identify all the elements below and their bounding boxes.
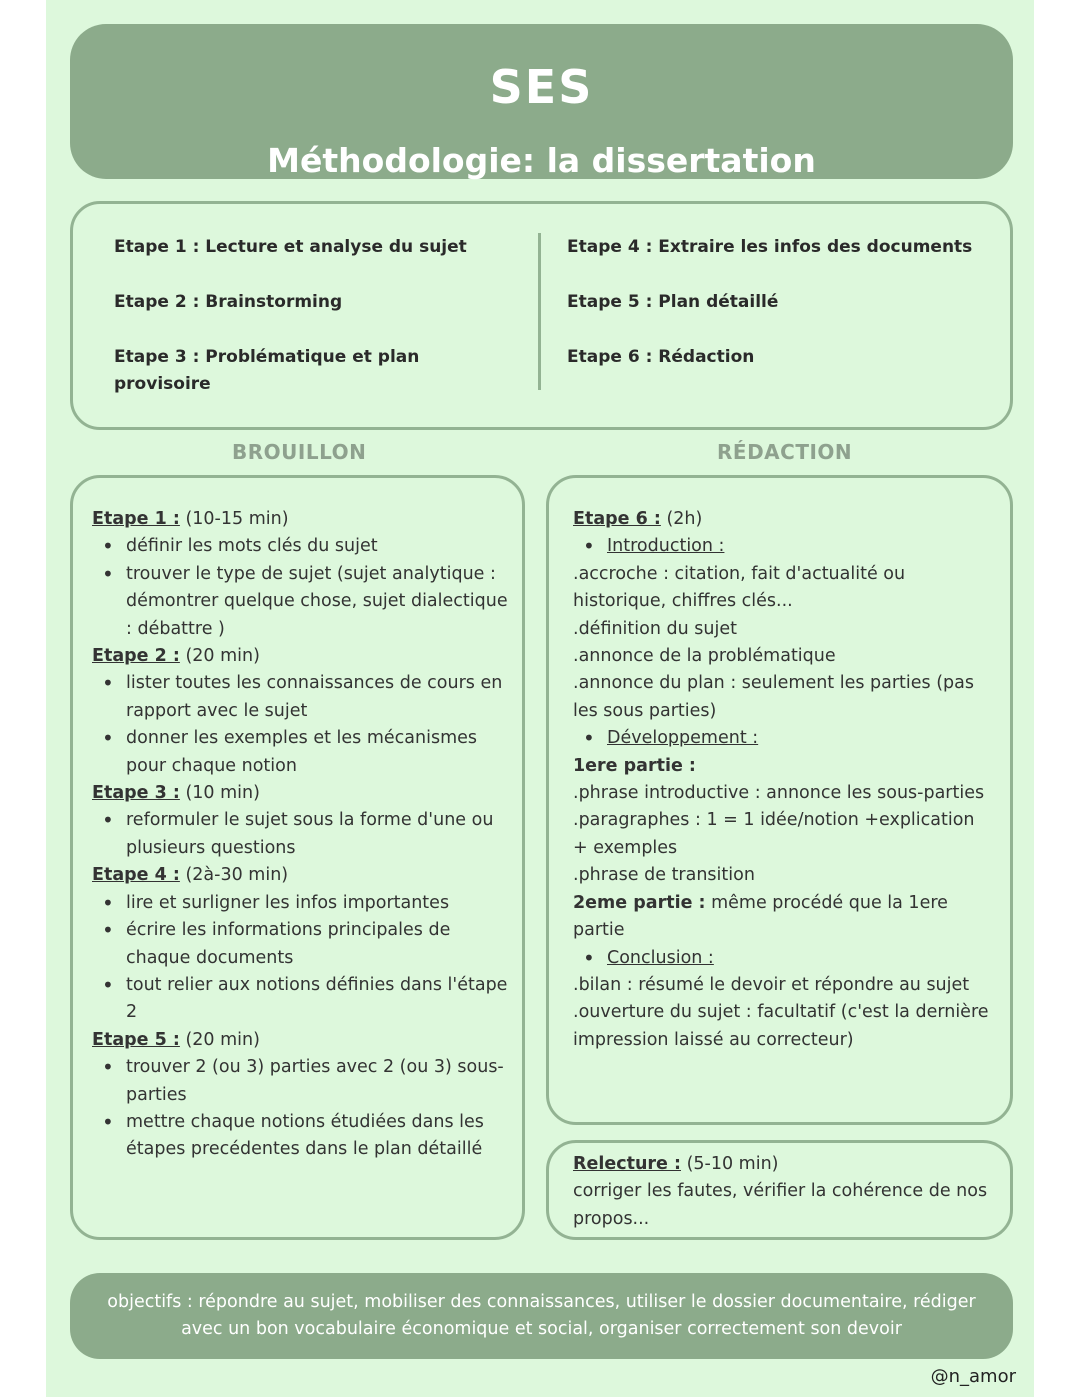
brouillon-box [70,475,525,1240]
overview-step: Etape 3 : Problématique et plan provisoire [114,347,420,394]
author-handle: @n_amor [930,1366,1016,1387]
part1-label: 1ere partie : [573,755,696,776]
brouillon-step-5 [92,1027,510,1164]
step-time: (20 min) [179,646,260,667]
conclusion-line: .bilan : résumé le devoir et répondre au sujet [573,974,970,995]
conclusion-heading [573,945,993,972]
dev-line: .phrase de transition [573,865,755,886]
dev-line: .phrase introductive : annonce les sous-parties [573,783,985,804]
list-item: • trouver le type de sujet (sujet analytique : démontrer quelque chose, sujet dialectique : débattre ) [92,561,510,643]
overview-step: Etape 5 : Plan détaillé [567,292,779,312]
part2-label: 2eme partie : [573,892,706,913]
intro-heading [573,533,993,560]
step-label: Etape 3 : [92,783,180,804]
list-item: • lire et surligner les infos importantes [92,890,510,917]
step-heading [92,780,510,807]
step-heading [92,643,510,670]
list-item: • mettre chaque notions étudiées dans les étapes precédentes dans le plan détaillé [92,1109,510,1164]
list-item: • lister toutes les connaissances de cours en rapport avec le sujet [92,670,510,725]
step-heading [573,506,993,533]
brouillon-step-2 [92,643,510,780]
step-time: (5-10 min) [681,1154,779,1174]
step-label: Etape 5 : [92,1029,180,1050]
list-item: • donner les exemples et les mécanismes pour chaque notion [92,725,510,780]
redaction-box [546,475,1013,1125]
overview-step: Etape 1 : Lecture et analyse du sujet [114,237,467,257]
step-heading [92,1027,510,1054]
part2-line [573,890,993,945]
brouillon-content [92,506,510,1164]
step-heading [573,1151,993,1178]
step-label: Etape 6 : [573,509,661,529]
objectives-text: objectifs : répondre au sujet, mobiliser des connaissances, utiliser le dossier documentaire, rédiger avec un bon vocabulaire économique et social, organiser correctement son devoir [107,1292,976,1339]
brouillon-step-4 [92,862,510,1026]
header-banner [70,24,1013,179]
overview-step: Etape 6 : Rédaction [567,347,755,367]
brouillon-step-3 [92,780,510,862]
intro-line: .annonce de la problématique [573,646,836,667]
step-bullets [92,890,510,1027]
section-label-brouillon: BROUILLON [232,440,367,464]
overview-step: Etape 4 : Extraire les infos des documents [567,237,973,257]
steps-overview-left [114,234,474,426]
list-item: • définir les mots clés du sujet [92,533,510,560]
list-item: • trouver 2 (ou 3) parties avec 2 (ou 3) sous-parties [92,1054,510,1109]
step-bullets [92,670,510,780]
step-time: (20 min) [179,1029,260,1050]
step-bullets [92,1054,510,1164]
list-item: • écrire les informations principales de chaque documents [92,917,510,972]
step-time: (2h) [660,509,703,529]
dev-heading-text: Développement : [607,728,759,749]
conclusion-heading-text: Conclusion : [607,947,714,968]
dev-heading [573,725,993,752]
intro-line: .annonce du plan : seulement les parties (pas les sous parties) [573,673,975,721]
list-item: • reformuler le sujet sous la forme d'une ou plusieurs questions [92,807,510,862]
steps-overview-box [70,201,1013,430]
relecture-content [573,1151,993,1233]
relecture-text: corriger les fautes, vérifier la cohérence de nos propos... [573,1181,988,1229]
page-title: SES [489,60,594,114]
step-label: Etape 1 : [92,509,180,529]
dev-line: .paragraphes : 1 = 1 idée/notion +explication + exemples [573,810,975,858]
relecture-box [546,1140,1013,1240]
steps-overview-right [567,234,987,399]
part2-text: même procédé que la 1ere partie [573,892,948,941]
page-subtitle: Méthodologie: la dissertation [267,141,816,180]
step-heading [92,862,510,889]
intro-line: .accroche : citation, fait d'actualité ou historique, chiffres clés... [573,563,906,612]
step-bullets [92,807,510,862]
list-item: • tout relier aux notions définies dans l'étape 2 [92,972,510,1027]
step-bullets [92,533,510,643]
column-divider [538,233,541,390]
step-time: (2à-30 min) [179,865,289,886]
step-heading [92,506,510,533]
step-time: (10 min) [179,783,260,804]
conclusion-line: .ouverture du sujet : facultatif (c'est la dernière impression laissé au correcteur) [573,1002,989,1050]
intro-heading-text: Introduction : [607,536,725,557]
brouillon-step-1 [92,506,510,643]
step-label: Relecture : [573,1154,681,1174]
step-label: Etape 2 : [92,646,180,667]
intro-line: .définition du sujet [573,618,737,639]
section-label-redaction: RÉDACTION [717,440,853,464]
redaction-content [573,506,993,1054]
objectives-banner [70,1273,1013,1359]
overview-step: Etape 2 : Brainstorming [114,292,343,312]
page [46,0,1034,1397]
step-time: (10-15 min) [179,509,289,529]
step-label: Etape 4 : [92,865,180,886]
